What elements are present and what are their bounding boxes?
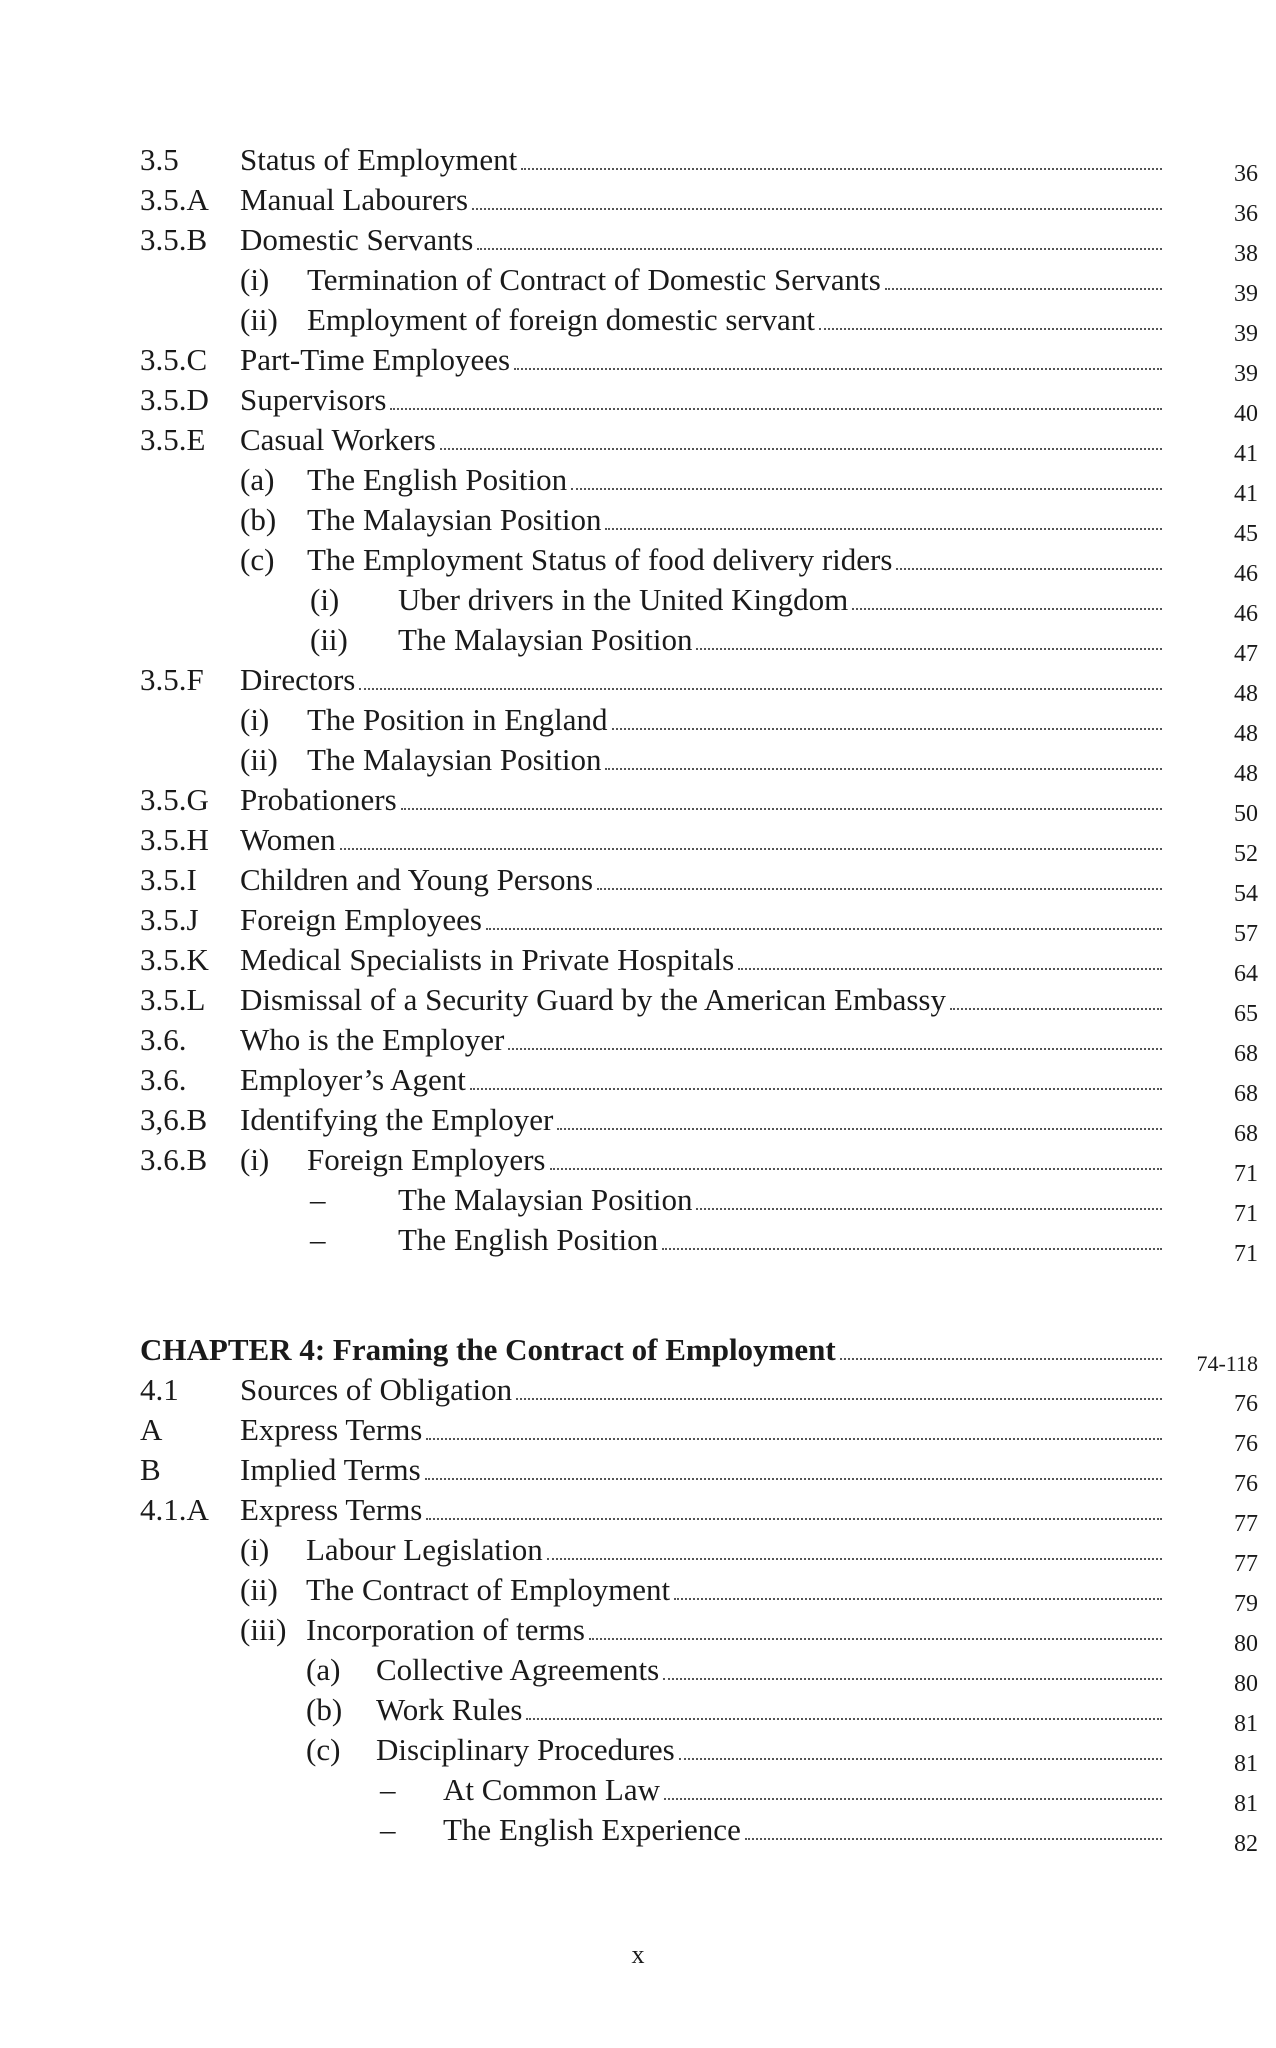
toc-entry-title: The Malaysian Position (398, 622, 693, 657)
toc-entry (140, 340, 1258, 387)
page-number-footer: x (631, 1940, 645, 1969)
toc-entry-title-line (240, 180, 1166, 220)
toc-entry-marker: (i) (240, 1142, 270, 1177)
toc-entry-number: 3.5.K (140, 942, 209, 977)
dot-leader (557, 1128, 1162, 1130)
dot-leader (486, 928, 1162, 930)
dot-leader (605, 528, 1162, 530)
toc-entry-title-line (240, 1020, 1166, 1060)
dot-leader (589, 1638, 1162, 1640)
toc-entry-title: Incorporation of terms (306, 1612, 585, 1647)
chapter-title: CHAPTER 4: Framing the Contract of Employment (140, 1332, 836, 1367)
toc-entry-title-line (307, 1140, 1166, 1180)
dot-leader (470, 1088, 1162, 1090)
toc-entry-page: 71 (1234, 1201, 1258, 1227)
toc-entry-number: 3.5.L (140, 982, 206, 1017)
toc-entry (140, 900, 1258, 947)
dot-leader (477, 248, 1162, 250)
toc-entry-title: The Employment Status of food delivery riders (307, 542, 893, 577)
toc-entry-page: 36 (1234, 161, 1258, 187)
toc-entry-number: 3.5.A (140, 182, 209, 217)
toc-entry-title-line (306, 1530, 1166, 1570)
toc-entry-number: 3.5.C (140, 342, 208, 377)
toc-entry (140, 740, 1258, 787)
toc-entry-page: 76 (1234, 1471, 1258, 1497)
toc-entry-title: Children and Young Persons (240, 862, 594, 897)
toc-entry-marker: – (310, 1222, 326, 1257)
toc-entry-title: Probationers (240, 782, 397, 817)
toc-entry (140, 1100, 1258, 1147)
toc-entry (140, 1140, 1258, 1187)
toc-entry-number: B (140, 1452, 161, 1487)
toc-entry (140, 860, 1258, 907)
dot-leader (340, 848, 1162, 850)
toc-entry-number: A (140, 1412, 163, 1447)
toc-entry (140, 1810, 1258, 1857)
dot-leader (605, 768, 1162, 770)
dot-leader (679, 1758, 1162, 1760)
toc-entry-page: 81 (1234, 1711, 1258, 1737)
toc-entry-number: 4.1 (140, 1372, 179, 1407)
toc-entry-title: The English Position (398, 1222, 659, 1257)
toc-entry-title-line (240, 380, 1166, 420)
toc-entry-title-line (398, 580, 1166, 620)
toc-entry-title-line (240, 1450, 1166, 1490)
dot-leader (696, 648, 1162, 650)
toc-entry-page: 65 (1234, 1001, 1258, 1027)
toc-entry (140, 1020, 1258, 1067)
toc-entry-title: Directors (240, 662, 356, 697)
toc-entry-page: 54 (1234, 881, 1258, 907)
toc-entry-title: Work Rules (376, 1692, 523, 1727)
toc-entry-page: 68 (1234, 1081, 1258, 1107)
toc-entry-page: 40 (1234, 401, 1258, 427)
dot-leader (571, 488, 1162, 490)
dot-leader (852, 608, 1162, 610)
dot-leader (472, 208, 1162, 210)
toc-entry-title-line (376, 1650, 1166, 1690)
toc-entry-marker: (b) (306, 1692, 343, 1727)
toc-entry-page: 41 (1234, 441, 1258, 467)
toc-entry (140, 1730, 1258, 1777)
toc-entry-title-line (307, 740, 1166, 780)
toc-entry-title: Who is the Employer (240, 1022, 505, 1057)
toc-entry (140, 700, 1258, 747)
toc-entry-title: Casual Workers (240, 422, 436, 457)
dot-leader (597, 888, 1162, 890)
toc-entry-page: 46 (1234, 601, 1258, 627)
toc-entry-page: 36 (1234, 201, 1258, 227)
toc-entry-number: 3.5.H (140, 822, 209, 857)
toc-entry-marker: (c) (240, 542, 275, 577)
toc-entry (140, 540, 1258, 587)
toc-entry (140, 260, 1258, 307)
toc-entry-number: 3.6. (140, 1062, 187, 1097)
toc-entry-number: 3.6. (140, 1022, 187, 1057)
toc-entry-title-line (307, 500, 1166, 540)
toc-entry (140, 820, 1258, 867)
toc-entry-page: 38 (1234, 241, 1258, 267)
toc-entry-title-line (240, 1410, 1166, 1450)
toc-entry-title-line (307, 260, 1166, 300)
toc-entry-title-line (443, 1810, 1166, 1850)
chapter-heading (140, 1330, 1258, 1376)
toc-entry (140, 1610, 1258, 1657)
toc-entry-page: 76 (1234, 1431, 1258, 1457)
dot-leader (896, 568, 1162, 570)
toc-entry (140, 1450, 1258, 1497)
toc-entry-title-line (398, 1220, 1166, 1260)
dot-leader (745, 1838, 1162, 1840)
toc-entry-marker: (ii) (310, 622, 348, 657)
toc-entry-title: Medical Specialists in Private Hospitals (240, 942, 735, 977)
dot-leader (547, 1558, 1162, 1560)
dot-leader (664, 1798, 1162, 1800)
toc-entry-page: 77 (1234, 1551, 1258, 1577)
toc-section-chapter-4 (140, 1370, 1258, 1857)
toc-entry-title-line (240, 1100, 1166, 1140)
toc-entry-number: 3.5.B (140, 222, 208, 257)
toc-entry-title: Express Terms (240, 1492, 423, 1527)
toc-entry (140, 220, 1258, 267)
dot-leader (663, 1678, 1162, 1680)
toc-entry-page: 71 (1234, 1161, 1258, 1187)
toc-entry (140, 660, 1258, 707)
toc-entry-number: 3.5.E (140, 422, 206, 457)
section-gap (140, 1260, 1258, 1330)
toc-entry-title: Collective Agreements (376, 1652, 660, 1687)
toc-entry-marker: (ii) (240, 1572, 278, 1607)
toc-entry-marker: (i) (310, 582, 340, 617)
toc-entry (140, 500, 1258, 547)
toc-entry-title: The Position in England (307, 702, 608, 737)
toc-entry-title: Termination of Contract of Domestic Servants (307, 262, 881, 297)
toc-entry-title: At Common Law (443, 1772, 660, 1807)
dot-leader (359, 688, 1162, 690)
toc-entry-page: 39 (1234, 281, 1258, 307)
toc-entry-number: 3.5.D (140, 382, 209, 417)
dot-leader (612, 728, 1162, 730)
toc-entry (140, 1370, 1258, 1417)
toc-entry-title-line (306, 1610, 1166, 1650)
toc-entry-page: 80 (1234, 1631, 1258, 1657)
toc-entry-number: 3.5.I (140, 862, 197, 897)
toc-entry-page: 45 (1234, 521, 1258, 547)
toc-entry-title-line (240, 900, 1166, 940)
toc-entry-title-line (307, 460, 1166, 500)
dot-leader (662, 1248, 1162, 1250)
toc-entry-page: 48 (1234, 721, 1258, 747)
toc-entry-marker: (ii) (240, 742, 278, 777)
toc-entry-title-line (240, 220, 1166, 260)
toc-entry-title-line (398, 620, 1166, 660)
toc-entry-page: 81 (1234, 1751, 1258, 1777)
toc-entry-title-line (240, 1370, 1166, 1410)
toc-entry-marker: (a) (306, 1652, 341, 1687)
toc-entry-title-line (240, 660, 1166, 700)
toc-entry-title-line (398, 1180, 1166, 1220)
toc-entry (140, 1770, 1258, 1817)
toc-entry-number: 4.1.A (140, 1492, 209, 1527)
toc-entry-title-line (240, 1490, 1166, 1530)
toc-entry-title: Dismissal of a Security Guard by the American Embassy (240, 982, 946, 1017)
toc-entry (140, 460, 1258, 507)
toc-entry-page: 77 (1234, 1511, 1258, 1537)
toc-entry-title-line (240, 860, 1166, 900)
toc-entry (140, 580, 1258, 627)
toc-entry-page: 39 (1234, 321, 1258, 347)
toc-entry-title-line (307, 300, 1166, 340)
toc-entry-title: The Contract of Employment (306, 1572, 671, 1607)
toc-entry-title: Status of Employment (240, 142, 518, 177)
toc-entry-page: 48 (1234, 761, 1258, 787)
toc-entry-title: Supervisors (240, 382, 387, 417)
toc-entry (140, 180, 1258, 227)
dot-leader (426, 1438, 1162, 1440)
toc-entry-page: 76 (1234, 1391, 1258, 1417)
toc-entry-title-line (240, 1060, 1166, 1100)
toc-entry-page: 68 (1234, 1121, 1258, 1147)
toc-entry-title: Uber drivers in the United Kingdom (398, 582, 849, 617)
toc-entry (140, 1060, 1258, 1107)
toc-entry (140, 1220, 1258, 1267)
toc-entry (140, 980, 1258, 1027)
toc-entry-number: 3.6.B (140, 1142, 208, 1177)
toc-entry-title-line (240, 780, 1166, 820)
toc-entry-marker: (a) (240, 462, 275, 497)
dot-leader (390, 408, 1162, 410)
toc-entry (140, 1410, 1258, 1457)
chapter-title-line (140, 1330, 1166, 1370)
toc-entry (140, 1690, 1258, 1737)
toc-entry-marker: – (310, 1182, 326, 1217)
toc-section-chapter-3 (140, 140, 1258, 1267)
toc-entry-title: Implied Terms (240, 1452, 421, 1487)
toc-entry-title: Manual Labourers (240, 182, 469, 217)
toc-entry-page: 50 (1234, 801, 1258, 827)
toc-entry-title: The English Experience (443, 1812, 741, 1847)
dot-leader (426, 1518, 1162, 1520)
dot-leader (950, 1008, 1162, 1010)
toc-entry-title: The English Position (307, 462, 568, 497)
toc-entry-title: Sources of Obligation (240, 1372, 513, 1407)
dot-leader (425, 1478, 1162, 1480)
toc-entry-number: 3.5.F (140, 662, 204, 697)
toc-entry-title: Employer’s Agent (240, 1062, 466, 1097)
toc-entry (140, 420, 1258, 467)
dot-leader (401, 808, 1162, 810)
toc-entry-marker: (ii) (240, 302, 278, 337)
toc-entry-page: 68 (1234, 1041, 1258, 1067)
dot-leader (516, 1398, 1162, 1400)
toc-entry-title: Women (240, 822, 336, 857)
dot-leader (550, 1168, 1163, 1170)
toc-entry-title-line (240, 980, 1166, 1020)
toc-entry (140, 380, 1258, 427)
toc-entry-title: The Malaysian Position (307, 742, 602, 777)
toc-entry-page: 48 (1234, 681, 1258, 707)
dot-leader (819, 328, 1162, 330)
toc-entry-title-line (376, 1730, 1166, 1770)
dot-leader (526, 1718, 1162, 1720)
toc-entry-title-line (240, 140, 1166, 180)
dot-leader (696, 1208, 1162, 1210)
toc-entry-marker: – (380, 1812, 396, 1847)
toc-entry-title-line (306, 1570, 1166, 1610)
dot-leader (885, 288, 1162, 290)
toc-entry-marker: (i) (240, 702, 270, 737)
toc-entry-marker: – (380, 1772, 396, 1807)
toc-entry (140, 1650, 1258, 1697)
dot-leader (440, 448, 1162, 450)
toc-entry (140, 780, 1258, 827)
toc-entry-page: 39 (1234, 361, 1258, 387)
toc-entry (140, 300, 1258, 347)
toc-entry-number: 3.5.J (140, 902, 199, 937)
toc-entry-page: 81 (1234, 1791, 1258, 1817)
toc-entry (140, 1490, 1258, 1537)
toc-entry-title-line (307, 700, 1166, 740)
toc-entry-page: 46 (1234, 561, 1258, 587)
toc-entry-page: 57 (1234, 921, 1258, 947)
toc-entry-page: 71 (1234, 1241, 1258, 1267)
dot-leader (738, 968, 1162, 970)
toc-entry-page: 82 (1234, 1831, 1258, 1857)
toc-entry-page: 47 (1234, 641, 1258, 667)
toc-entry-title-line (376, 1690, 1166, 1730)
toc-entry-title-line (443, 1770, 1166, 1810)
toc-entry (140, 1180, 1258, 1227)
toc-entry-marker: (iii) (240, 1612, 287, 1647)
toc-entry-title-line (240, 940, 1166, 980)
toc-entry-marker: (i) (240, 1532, 270, 1567)
dot-leader (521, 168, 1162, 170)
toc-entry-page: 52 (1234, 841, 1258, 867)
dot-leader (674, 1598, 1162, 1600)
toc-entry-number: 3.5.G (140, 782, 209, 817)
table-of-contents (140, 140, 1258, 1857)
toc-entry-page: 80 (1234, 1671, 1258, 1697)
toc-entry-title-line (307, 540, 1166, 580)
toc-entry-title: The Malaysian Position (398, 1182, 693, 1217)
toc-entry-title-line (240, 420, 1166, 460)
toc-entry-number: 3,6.B (140, 1102, 208, 1137)
toc-entry (140, 140, 1258, 187)
toc-entry-title: The Malaysian Position (307, 502, 602, 537)
toc-entry-title: Labour Legislation (306, 1532, 543, 1567)
toc-entry (140, 620, 1258, 667)
dot-leader (508, 1048, 1162, 1050)
toc-entry (140, 1570, 1258, 1617)
dot-leader (514, 368, 1162, 370)
toc-entry-title: Express Terms (240, 1412, 423, 1447)
toc-entry-title: Employment of foreign domestic servant (307, 302, 815, 337)
toc-entry-title: Foreign Employees (240, 902, 482, 937)
toc-entry-page: 79 (1234, 1591, 1258, 1617)
toc-entry (140, 1530, 1258, 1577)
dot-leader (840, 1358, 1162, 1360)
toc-entry-marker: (i) (240, 262, 270, 297)
toc-entry (140, 940, 1258, 987)
toc-entry-title-line (240, 340, 1166, 380)
toc-entry-title: Foreign Employers (307, 1142, 546, 1177)
toc-entry-page: 64 (1234, 961, 1258, 987)
toc-entry-number: 3.5 (140, 142, 179, 177)
toc-entry-marker: (c) (306, 1732, 341, 1767)
chapter-page-range: 74-118 (1196, 1351, 1258, 1376)
toc-entry-marker: (b) (240, 502, 277, 537)
toc-entry-title-line (240, 820, 1166, 860)
toc-entry-title: Disciplinary Procedures (376, 1732, 675, 1767)
toc-entry-title: Domestic Servants (240, 222, 474, 257)
toc-entry-title: Part-Time Employees (240, 342, 511, 377)
toc-entry-title: Identifying the Employer (240, 1102, 554, 1137)
toc-entry-page: 41 (1234, 481, 1258, 507)
